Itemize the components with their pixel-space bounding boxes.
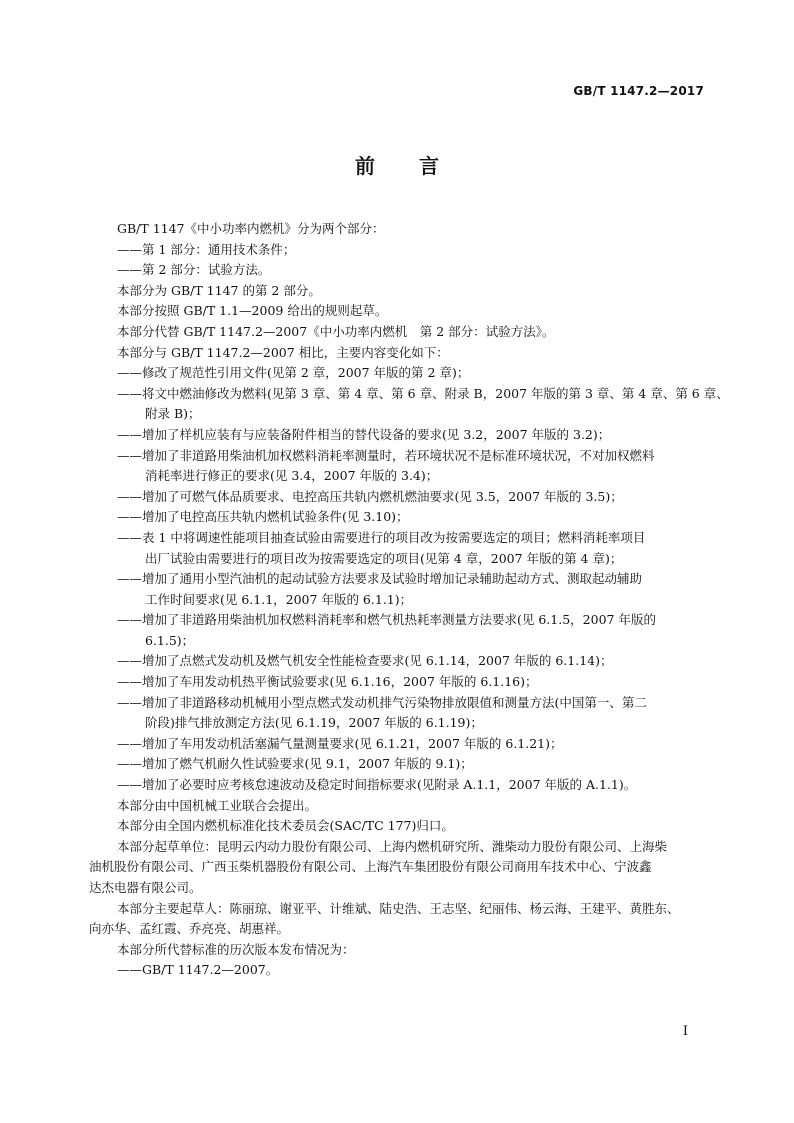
list-item: ——增加了电控高压共轨内燃机试验条件(见 3.10)； — [117, 509, 409, 525]
list-item-continuation: 出厂试验由需要进行的项目改为按需要选定的项目(见第 4 章，2007 年版的第 4 章)； — [145, 550, 623, 566]
list-item: ——增加了非道路用柴油机加权燃料消耗率测量时，若环境状况不是标准环境状况，不对加权燃料 — [117, 447, 655, 463]
text-line: 本部分所代替标准的历次版本发布情况为： — [117, 941, 355, 957]
text-line: 本部分与 GB/T 1147.2—2007 相比，主要内容变化如下： — [117, 344, 449, 360]
standard-number: GB/T 1147.2—2017 — [573, 84, 704, 98]
page-number: I — [682, 1024, 688, 1039]
list-item: ——增加了可燃气体品质要求、电控高压共轨内燃机燃油要求(见 3.5，2007 年版的 3.5)； — [117, 488, 623, 504]
document-body — [89, 219, 729, 981]
list-item: ——增加了车用发动机活塞漏气量测量要求(见 6.1.21，2007 年版的 6.1.21)； — [117, 735, 563, 751]
text-line: 本部分主要起草人：陈丽琼、谢亚平、计维斌、陆史浩、王志坚、纪丽伟、杨云海、王建平、黄胜东、 — [117, 900, 680, 916]
text-line: 本部分代替 GB/T 1147.2—2007《中小功率内燃机 第 2 部分：试验方法》。 — [117, 323, 555, 339]
list-item: ——第 2 部分：试验方法。 — [117, 262, 271, 278]
list-item: ——增加了非道路移动机械用小型点燃式发动机排气污染物排放限值和测量方法(中国第一、第二 — [117, 694, 647, 710]
text-line: 本部分起草单位：昆明云内动力股份有限公司、上海内燃机研究所、潍柴动力股份有限公司、上海柴 — [117, 838, 668, 854]
list-item: ——修改了规范性引用文件(见第 2 章，2007 年版的第 2 章)； — [117, 365, 470, 381]
text-line-continuation: 达杰电器有限公司。 — [89, 880, 202, 895]
list-item-continuation: 消耗率进行修正的要求(见 3.4，2007 年版的 3.4)； — [145, 468, 439, 484]
list-item: ——表 1 中将调速性能项目抽查试验由需要进行的项目改为按需要选定的项目；燃料消耗率项目 — [117, 529, 646, 545]
text-line-continuation: 向亦华、孟红霞、乔亮亮、胡惠祥。 — [89, 921, 290, 937]
list-item: ——第 1 部分：通用技术条件； — [117, 241, 296, 257]
list-item-continuation: 工作时间要求(见 6.1.1，2007 年版的 6.1.1)； — [145, 591, 413, 607]
list-item-continuation: 阶段)排气排放测定方法(见 6.1.19，2007 年版的 6.1.19)； — [145, 715, 483, 731]
list-item: ——增加了样机应装有与应装备附件相当的替代设备的要求(见 3.2，2007 年版的 3.2)； — [117, 426, 611, 442]
page-title: 前言 — [355, 154, 483, 178]
text-line: 本部分由全国内燃机标准化技术委员会(SAC/TC 177)归口。 — [117, 818, 454, 834]
text-line: 本部分由中国机械工业联合会提出。 — [117, 797, 318, 813]
list-item: ——增加了通用小型汽油机的起动试验方法要求及试验时增加记录辅助起动方式、测取起动辅助 — [117, 571, 643, 587]
list-item-continuation: 6.1.5)； — [145, 632, 195, 648]
text-line-continuation: 油机股份有限公司、广西玉柴机器股份有限公司、上海汽车集团股份有限公司商用车技术中心、宁波鑫 — [89, 859, 652, 875]
list-item: ——GB/T 1147.2—2007。 — [117, 962, 279, 978]
list-item: ——增加了非道路用柴油机加权燃料消耗率和燃气机热耗率测量方法要求(见 6.1.5，2007 年版的 — [117, 612, 656, 628]
list-item: ——增加了燃气机耐久性试验要求(见 9.1，2007 年版的 9.1)； — [117, 756, 473, 772]
list-item: ——增加了点燃式发动机及燃气机安全性能检查要求(见 6.1.14，2007 年版的 6.1.14)； — [117, 653, 613, 669]
text-line: GB/T 1147《中小功率内燃机》分为两个部分： — [117, 221, 385, 236]
list-item: ——将文中燃油修改为燃料(见第 3 章、第 4 章、第 6 章、附录 B，2007 年版的第 3 章、第 4 章、第 6 章、 — [117, 385, 729, 401]
list-item: ——增加了车用发动机热平衡试验要求(见 6.1.16，2007 年版的 6.1.16)； — [117, 674, 538, 690]
text-line: 本部分按照 GB/T 1.1—2009 给出的规则起草。 — [117, 303, 388, 319]
list-item-continuation: 附录 B)； — [145, 406, 201, 422]
list-item: ——增加了必要时应考核怠速波动及稳定时间指标要求(见附录 A.1.1，2007 年版的 A.1.1)。 — [117, 777, 637, 793]
text-line: 本部分为 GB/T 1147 的第 2 部分。 — [117, 282, 321, 298]
